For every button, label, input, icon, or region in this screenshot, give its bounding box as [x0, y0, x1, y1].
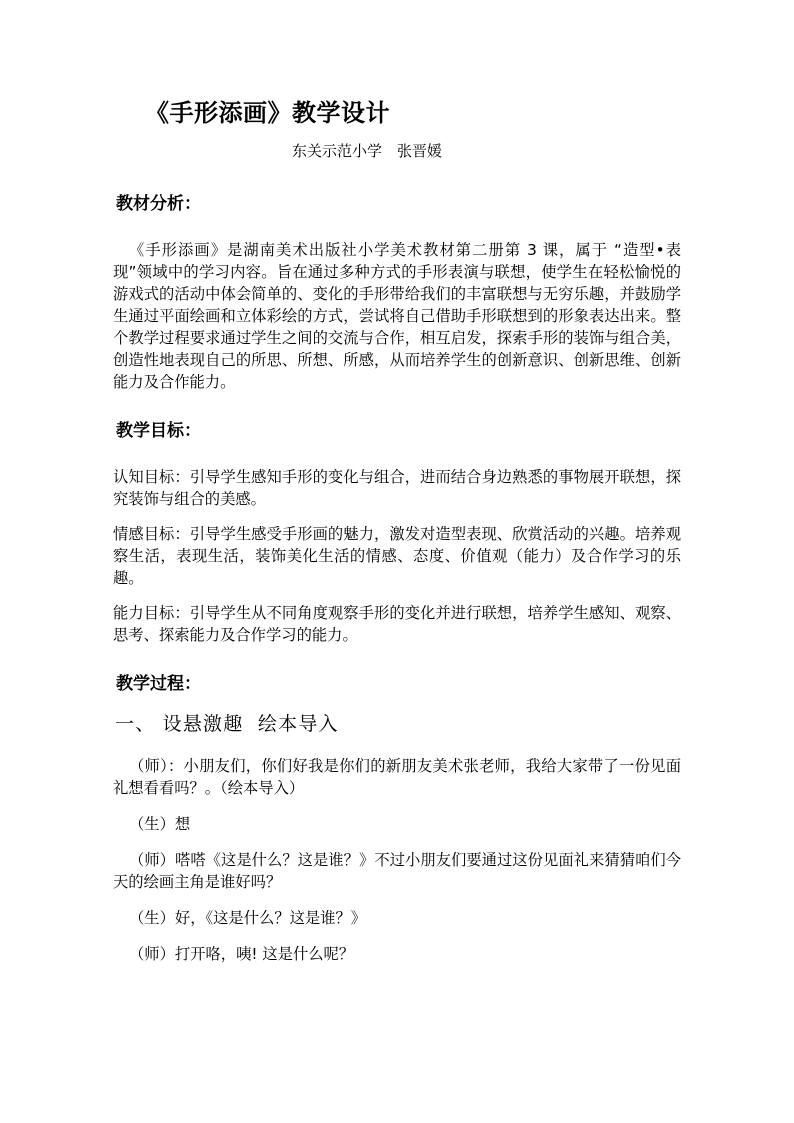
- document-byline: 东关示范小学 张晋媛: [292, 142, 443, 160]
- teaching-process-step-one-heading: 一、 设悬激趣 绘本导入: [115, 713, 339, 735]
- objective-ability: 能力目标：引导学生从不同角度观察手形的变化并进行联想，培养学生感知、观察、思考、探索能力及合作学习的能力。: [113, 604, 681, 644]
- spacer: [113, 230, 681, 239]
- section-heading-teaching-objectives: 教学目标：: [116, 421, 201, 441]
- section-heading-teaching-process: 教学过程：: [116, 674, 201, 694]
- document-title: 《手形添画》教学设计: [145, 99, 390, 127]
- dialogue-line: （生）好，《这是什么？这是谁？》: [129, 909, 367, 927]
- objective-cognitive: 认知目标：引导学生感知手形的变化与组合，进而结合身边熟悉的事物展开联想，探究装饰与组合的美感。: [113, 468, 681, 508]
- dialogue-line: （师）：小朋友们，你们好我是你们的新朋友美术张老师，我给大家带了一份见面礼想看看吗？。（绘本导入）: [113, 757, 681, 797]
- dialogue-line: （师）嗒嗒《这是什么？这是谁？》不过小朋友们要通过这份见面礼来猜猜咱们今天的绘画主角是谁好吗？: [113, 851, 681, 891]
- dialogue-line: （生）想: [129, 815, 191, 833]
- document-body: [113, 96, 681, 965]
- material-analysis-paragraph: 《手形添画》是湖南美术出版社小学美术教材第二册第 3 课，属于 “造型•表现”领域中的学习内容。旨在通过多种方式的手形表演与联想，使学生在轻松愉悦的游戏式的活动中体会简单的、变化的手形带给我们的丰富联想与无穷乐趣，并鼓励学生通过平面绘画和立体彩绘的方式，尝试将自己借助手形联想到的形象表达出来。整个教学过程要求通过学生之间的交流与合作，相互启发，探索手形的装饰与组合美，创造性地表现自己的所思、所想、所感，从而培养学生的创新意识、创新思维、创新能力及合作能力。: [113, 241, 681, 391]
- spacer: [113, 457, 681, 466]
- section-heading-material-analysis: 教材分析：: [116, 194, 201, 214]
- objective-affective: 情感目标：引导学生感受手形画的魅力，激发对造型表现、欣赏活动的兴趣。培养观察生活，表现生活，装饰美化生活的情感、态度、价值观（能力）及合作学习的乐趣。: [113, 525, 681, 587]
- dialogue-line: （师）打开咯，咦! 这是什么呢？: [129, 945, 355, 963]
